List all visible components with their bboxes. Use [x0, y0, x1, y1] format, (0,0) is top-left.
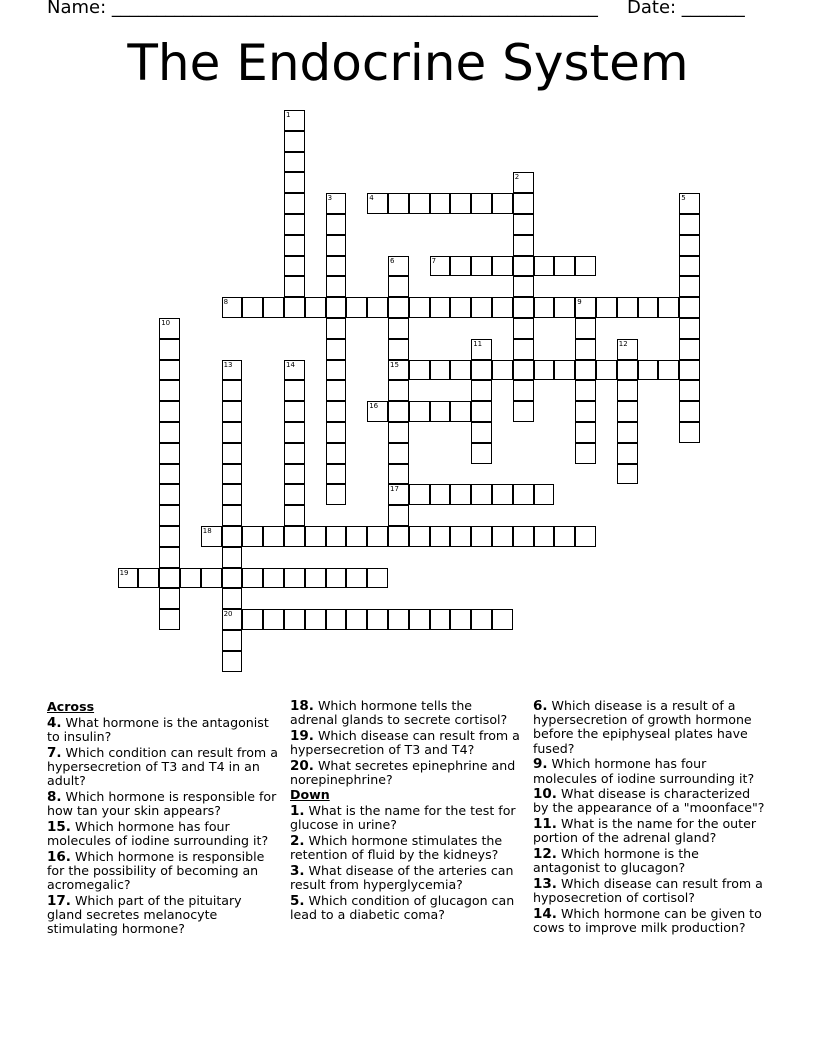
- crossword-cell[interactable]: [575, 422, 596, 443]
- crossword-cell[interactable]: [513, 276, 534, 297]
- crossword-cell[interactable]: [534, 526, 555, 547]
- crossword-cell[interactable]: [596, 297, 617, 318]
- crossword-cell[interactable]: [388, 276, 409, 297]
- crossword-cell[interactable]: [284, 505, 305, 526]
- crossword-cell[interactable]: [575, 526, 596, 547]
- crossword-cell[interactable]: [450, 609, 471, 630]
- crossword-cell[interactable]: [471, 401, 492, 422]
- crossword-cell[interactable]: [159, 339, 180, 360]
- crossword-cell[interactable]: [284, 443, 305, 464]
- clue-number: 8: [223, 298, 229, 307]
- crossword-cell[interactable]: [346, 609, 367, 630]
- crossword-cell[interactable]: [492, 297, 513, 318]
- page-title: The Endocrine System: [127, 34, 689, 92]
- clue-down-13: 13. Which disease can result from a hyposecretion of cortisol?: [533, 875, 763, 906]
- crossword-cell[interactable]: [492, 526, 513, 547]
- crossword-cell[interactable]: [450, 526, 471, 547]
- crossword-cell[interactable]: [263, 526, 284, 547]
- crossword-cell[interactable]: [284, 256, 305, 277]
- crossword-cell[interactable]: [513, 235, 534, 256]
- crossword-cell[interactable]: [284, 422, 305, 443]
- crossword-cell[interactable]: [554, 256, 575, 277]
- clue-down-2: 2. Which hormone stimulates the retention of fluid by the kidneys?: [290, 832, 503, 863]
- clue-number: 15: [390, 360, 399, 369]
- crossword-cell[interactable]: [679, 339, 700, 360]
- crossword-cell[interactable]: [513, 484, 534, 505]
- crossword-cell[interactable]: [409, 193, 430, 214]
- clue-across-7: 7. Which condition can result from a hypersecretion of T3 and T4 in an adult?: [47, 744, 278, 789]
- crossword-cell[interactable]: [159, 401, 180, 422]
- crossword-cell[interactable]: [617, 401, 638, 422]
- crossword-cell[interactable]: [388, 609, 409, 630]
- clue-number: 14: [286, 360, 295, 369]
- crossword-cell[interactable]: [326, 193, 347, 214]
- crossword-cell[interactable]: [471, 380, 492, 401]
- crossword-cell[interactable]: [513, 339, 534, 360]
- crossword-cell[interactable]: [679, 401, 700, 422]
- crossword-cell[interactable]: [430, 193, 451, 214]
- crossword-cell[interactable]: [450, 297, 471, 318]
- crossword-cell[interactable]: [679, 422, 700, 443]
- crossword-cell[interactable]: [679, 193, 700, 214]
- crossword-cell[interactable]: [409, 609, 430, 630]
- crossword-cell[interactable]: [388, 422, 409, 443]
- crossword-cell[interactable]: [513, 360, 534, 381]
- crossword-cell[interactable]: [263, 568, 284, 589]
- crossword-cell[interactable]: [326, 235, 347, 256]
- clue-down-14: 14. Which hormone can be given to cows to improve milk production?: [533, 905, 762, 936]
- clue-down-12: 12. Which hormone is the antagonist to glucagon?: [533, 846, 699, 876]
- crossword-cell[interactable]: [284, 152, 305, 173]
- crossword-cell[interactable]: [326, 422, 347, 443]
- crossword-cell[interactable]: [159, 547, 180, 568]
- clue-down-5: 5. Which condition of glucagon can lead to a diabetic coma?: [290, 892, 515, 922]
- clue-number: 7: [431, 256, 437, 265]
- crossword-cell[interactable]: [388, 464, 409, 485]
- crossword-cell[interactable]: [326, 297, 347, 318]
- clue-across-15: 15. Which hormone has four molecules of iodine surrounding it?: [47, 818, 269, 848]
- crossword-cell[interactable]: [534, 484, 555, 505]
- crossword-cell[interactable]: [367, 568, 388, 589]
- crossword-cell[interactable]: [471, 360, 492, 381]
- crossword-cell[interactable]: [222, 630, 243, 651]
- crossword-cell[interactable]: [222, 526, 243, 547]
- crossword-cell[interactable]: [471, 443, 492, 464]
- crossword-cell[interactable]: [159, 568, 180, 589]
- crossword-cell[interactable]: [513, 318, 534, 339]
- crossword-cell[interactable]: [242, 297, 263, 318]
- crossword-cell[interactable]: [326, 318, 347, 339]
- crossword-cell[interactable]: [326, 401, 347, 422]
- crossword-cell[interactable]: [284, 526, 305, 547]
- crossword-cell[interactable]: [388, 318, 409, 339]
- crossword-cell[interactable]: [388, 297, 409, 318]
- crossword-cell[interactable]: [450, 193, 471, 214]
- crossword-cell[interactable]: [430, 609, 451, 630]
- crossword-cell[interactable]: [554, 360, 575, 381]
- crossword-cell[interactable]: [492, 360, 513, 381]
- clue-number: 9: [577, 298, 582, 307]
- crossword-cell[interactable]: [554, 526, 575, 547]
- crossword-cell[interactable]: [222, 443, 243, 464]
- crossword-cell[interactable]: [388, 443, 409, 464]
- crossword-cell[interactable]: [450, 360, 471, 381]
- crossword-cell[interactable]: [284, 360, 305, 381]
- crossword-cell[interactable]: [409, 401, 430, 422]
- crossword-cell[interactable]: [367, 297, 388, 318]
- crossword-cell[interactable]: [367, 401, 388, 422]
- crossword-cell[interactable]: [679, 214, 700, 235]
- crossword-cell[interactable]: [159, 360, 180, 381]
- crossword-cell[interactable]: [388, 526, 409, 547]
- crossword-cell[interactable]: [284, 464, 305, 485]
- crossword-cell[interactable]: [388, 484, 409, 505]
- crossword-cell[interactable]: [284, 609, 305, 630]
- crossword-cell[interactable]: [679, 256, 700, 277]
- crossword-cell[interactable]: [450, 401, 471, 422]
- crossword-cell[interactable]: [513, 526, 534, 547]
- crossword-cell[interactable]: [326, 214, 347, 235]
- crossword-cell[interactable]: [159, 505, 180, 526]
- crossword-cell[interactable]: [159, 588, 180, 609]
- crossword-cell[interactable]: [513, 380, 534, 401]
- crossword-cell[interactable]: [222, 297, 243, 318]
- crossword-cell[interactable]: [222, 360, 243, 381]
- crossword-cell[interactable]: [222, 568, 243, 589]
- crossword-cell[interactable]: [326, 256, 347, 277]
- crossword-cell[interactable]: [575, 339, 596, 360]
- crossword-cell[interactable]: [326, 526, 347, 547]
- crossword-cell[interactable]: [388, 505, 409, 526]
- crossword-cell[interactable]: [388, 256, 409, 277]
- clue-number: 19: [119, 568, 129, 577]
- crossword-cell[interactable]: [305, 297, 326, 318]
- crossword-cell[interactable]: [346, 568, 367, 589]
- crossword-cell[interactable]: [159, 443, 180, 464]
- clue-number: 13: [223, 360, 233, 369]
- crossword-cell[interactable]: [617, 422, 638, 443]
- crossword-cell[interactable]: [492, 484, 513, 505]
- crossword-cell[interactable]: [284, 401, 305, 422]
- crossword-cell[interactable]: [492, 256, 513, 277]
- crossword-cell[interactable]: [575, 297, 596, 318]
- crossword-cell[interactable]: [513, 256, 534, 277]
- crossword-cell[interactable]: [159, 318, 180, 339]
- crossword-cell[interactable]: [471, 339, 492, 360]
- crossword-cell[interactable]: [513, 401, 534, 422]
- crossword-cell[interactable]: [222, 547, 243, 568]
- crossword-cell[interactable]: [367, 526, 388, 547]
- crossword-cell[interactable]: [492, 193, 513, 214]
- crossword-cell[interactable]: [326, 464, 347, 485]
- crossword-cell[interactable]: [222, 651, 243, 672]
- crossword-cell[interactable]: [326, 484, 347, 505]
- crossword-cell[interactable]: [617, 339, 638, 360]
- crossword-cell[interactable]: [596, 360, 617, 381]
- crossword-cell[interactable]: [430, 401, 451, 422]
- clue-across-17: 17. Which part of the pituitary gland secretes melanocyte stimulating hormone?: [47, 892, 242, 937]
- crossword-cell[interactable]: [575, 401, 596, 422]
- crossword-cell[interactable]: [284, 276, 305, 297]
- crossword-cell[interactable]: [554, 297, 575, 318]
- crossword-cell[interactable]: [492, 609, 513, 630]
- crossword-cell[interactable]: [513, 297, 534, 318]
- crossword-cell[interactable]: [222, 380, 243, 401]
- clue-down-3: 3. What disease of the arteries can result from hyperglycemia?: [290, 862, 514, 892]
- clue-number: 20: [223, 610, 233, 619]
- crossword-cell[interactable]: [242, 609, 263, 630]
- crossword-cell[interactable]: [222, 588, 243, 609]
- crossword-cell[interactable]: [201, 526, 222, 547]
- crossword-cell[interactable]: [409, 526, 430, 547]
- crossword-cell[interactable]: [534, 360, 555, 381]
- crossword-cell[interactable]: [430, 526, 451, 547]
- crossword-cell[interactable]: [367, 193, 388, 214]
- crossword-cell[interactable]: [617, 464, 638, 485]
- clue-down-1: 1. What is the name for the test for glucose in urine?: [290, 802, 516, 833]
- crossword-cell[interactable]: [388, 380, 409, 401]
- crossword-cell[interactable]: [388, 339, 409, 360]
- crossword-cell[interactable]: [450, 256, 471, 277]
- crossword-cell[interactable]: [284, 214, 305, 235]
- crossword-cell[interactable]: [679, 276, 700, 297]
- crossword-cell[interactable]: [284, 172, 305, 193]
- clue-number: 18: [202, 527, 212, 535]
- crossword-cell[interactable]: [159, 526, 180, 547]
- crossword-cell[interactable]: [159, 484, 180, 505]
- crossword-cell[interactable]: [409, 297, 430, 318]
- clue-down-10: 10. What disease is characterized by the appearance of a "moonface"?: [533, 786, 765, 816]
- crossword-cell[interactable]: [284, 235, 305, 256]
- crossword-cell[interactable]: [222, 422, 243, 443]
- crossword-cell[interactable]: [326, 380, 347, 401]
- crossword-cell[interactable]: [222, 484, 243, 505]
- crossword-cell[interactable]: [471, 256, 492, 277]
- clue-across-16: 16. Which hormone is responsible for the possibility of becoming an acromegalic?: [47, 848, 265, 892]
- crossword-cell[interactable]: [222, 609, 243, 630]
- crossword-cell[interactable]: [430, 297, 451, 318]
- crossword-cell[interactable]: [222, 464, 243, 485]
- crossword-cell[interactable]: [201, 568, 222, 589]
- crossword-cell[interactable]: [638, 297, 659, 318]
- clue-number: 17: [390, 485, 399, 494]
- crossword-cell[interactable]: [242, 568, 263, 589]
- clue-across-19: 19. Which disease can result from a hypersecretion of T3 and T4?: [290, 727, 520, 758]
- clue-column-3: [533, 699, 769, 935]
- crossword-cell[interactable]: [346, 526, 367, 547]
- crossword-cell[interactable]: [159, 609, 180, 630]
- clue-number: 2: [514, 173, 520, 182]
- clue-number: 1: [286, 111, 291, 119]
- crossword-cell[interactable]: [513, 193, 534, 214]
- clue-down-11: 11. What is the name for the outer portion of the adrenal gland?: [533, 816, 757, 846]
- crossword-cell[interactable]: [575, 360, 596, 381]
- clue-number: 16: [369, 402, 379, 411]
- clue-across-8: 8. Which hormone is responsible for how tan your skin appears?: [47, 788, 277, 818]
- crossword-cell[interactable]: [575, 443, 596, 464]
- crossword-cell[interactable]: [658, 360, 679, 381]
- crossword-cell[interactable]: [679, 318, 700, 339]
- clue-down-9: 9. Which hormone has four molecules of iodine surrounding it?: [533, 756, 755, 786]
- crossword-cell[interactable]: [138, 568, 159, 589]
- crossword-cell[interactable]: [346, 297, 367, 318]
- crossword-cell[interactable]: [534, 297, 555, 318]
- clue-across-20: 20. What secretes epinephrine and norepinephrine?: [290, 757, 516, 788]
- clue-number: 5: [681, 194, 686, 203]
- crossword-cell[interactable]: [284, 484, 305, 505]
- crossword-cell[interactable]: [430, 360, 451, 381]
- crossword-cell[interactable]: [471, 297, 492, 318]
- crossword-cell[interactable]: [430, 256, 451, 277]
- crossword-cell[interactable]: [118, 568, 139, 589]
- crossword-cell[interactable]: [284, 297, 305, 318]
- crossword-cell[interactable]: [242, 526, 263, 547]
- clue-number: 4: [369, 194, 374, 203]
- crossword-cell[interactable]: [617, 380, 638, 401]
- crossword-cell[interactable]: [263, 297, 284, 318]
- crossword-cell[interactable]: [513, 214, 534, 235]
- crossword-cell[interactable]: [284, 568, 305, 589]
- crossword-cell[interactable]: [305, 609, 326, 630]
- clue-column-2: [290, 699, 522, 922]
- crossword-cell[interactable]: [326, 339, 347, 360]
- crossword-cell[interactable]: [305, 526, 326, 547]
- crossword-cell[interactable]: [284, 193, 305, 214]
- crossword-cell[interactable]: [222, 505, 243, 526]
- crossword-cell[interactable]: [159, 380, 180, 401]
- crossword-cell[interactable]: [679, 235, 700, 256]
- crossword-cell[interactable]: [305, 568, 326, 589]
- clue-number: 11: [473, 339, 483, 348]
- crossword-cell[interactable]: [450, 484, 471, 505]
- crossword-cell[interactable]: [471, 526, 492, 547]
- crossword-cell[interactable]: [534, 256, 555, 277]
- crossword-cell[interactable]: [638, 360, 659, 381]
- crossword-cell[interactable]: [159, 464, 180, 485]
- crossword-cell[interactable]: [409, 484, 430, 505]
- crossword-cell[interactable]: [222, 401, 243, 422]
- clue-down-6: 6. Which disease is a result of a hypersecretion of growth hormone before the epiphyseal plates have fused?: [533, 698, 752, 756]
- crossword-cell[interactable]: [575, 380, 596, 401]
- crossword-cell[interactable]: [471, 484, 492, 505]
- crossword-cell[interactable]: [284, 380, 305, 401]
- crossword-cell[interactable]: [326, 609, 347, 630]
- crossword-cell[interactable]: [284, 110, 305, 131]
- crossword-cell[interactable]: [471, 609, 492, 630]
- crossword-cell[interactable]: [326, 360, 347, 381]
- crossword-cell[interactable]: [679, 380, 700, 401]
- crossword-cell[interactable]: [388, 401, 409, 422]
- across-heading: Across: [47, 699, 95, 714]
- crossword-cell[interactable]: [575, 318, 596, 339]
- clue-number: 6: [390, 256, 395, 265]
- crossword-cell[interactable]: [430, 484, 451, 505]
- crossword-cell[interactable]: [471, 193, 492, 214]
- crossword-cell[interactable]: [679, 297, 700, 318]
- clue-number: 3: [327, 194, 333, 203]
- crossword-cell[interactable]: [180, 568, 201, 589]
- crossword-cell[interactable]: [159, 422, 180, 443]
- crossword-cell[interactable]: [679, 360, 700, 381]
- clue-number: 10: [161, 319, 171, 327]
- clue-across-4: 4. What hormone is the antagonist to insulin?: [47, 714, 269, 744]
- date-line[interactable]: Date: _______: [627, 0, 745, 18]
- crossword-cell[interactable]: [617, 443, 638, 464]
- clue-number: 12: [618, 339, 628, 348]
- down-heading: Down: [290, 787, 330, 803]
- crossword-cell[interactable]: [617, 297, 638, 318]
- crossword-cell[interactable]: [388, 193, 409, 214]
- crossword-cell[interactable]: [263, 609, 284, 630]
- clue-column-1: [47, 699, 279, 936]
- crossword-cell[interactable]: [367, 609, 388, 630]
- crossword-cell[interactable]: [388, 360, 409, 381]
- crossword-cell[interactable]: [284, 131, 305, 152]
- crossword-cell[interactable]: [617, 360, 638, 381]
- crossword-cell[interactable]: [409, 360, 430, 381]
- name-line[interactable]: Name: ______________________________________________________: [47, 0, 598, 18]
- crossword-cell[interactable]: [575, 256, 596, 277]
- crossword-cell[interactable]: [471, 422, 492, 443]
- crossword-cell[interactable]: [326, 443, 347, 464]
- crossword-cell[interactable]: [513, 172, 534, 193]
- crossword-cell[interactable]: [658, 297, 679, 318]
- crossword-cell[interactable]: [326, 276, 347, 297]
- clue-across-18: 18. Which hormone tells the adrenal glands to secrete cortisol?: [290, 698, 508, 728]
- crossword-cell[interactable]: [326, 568, 347, 589]
